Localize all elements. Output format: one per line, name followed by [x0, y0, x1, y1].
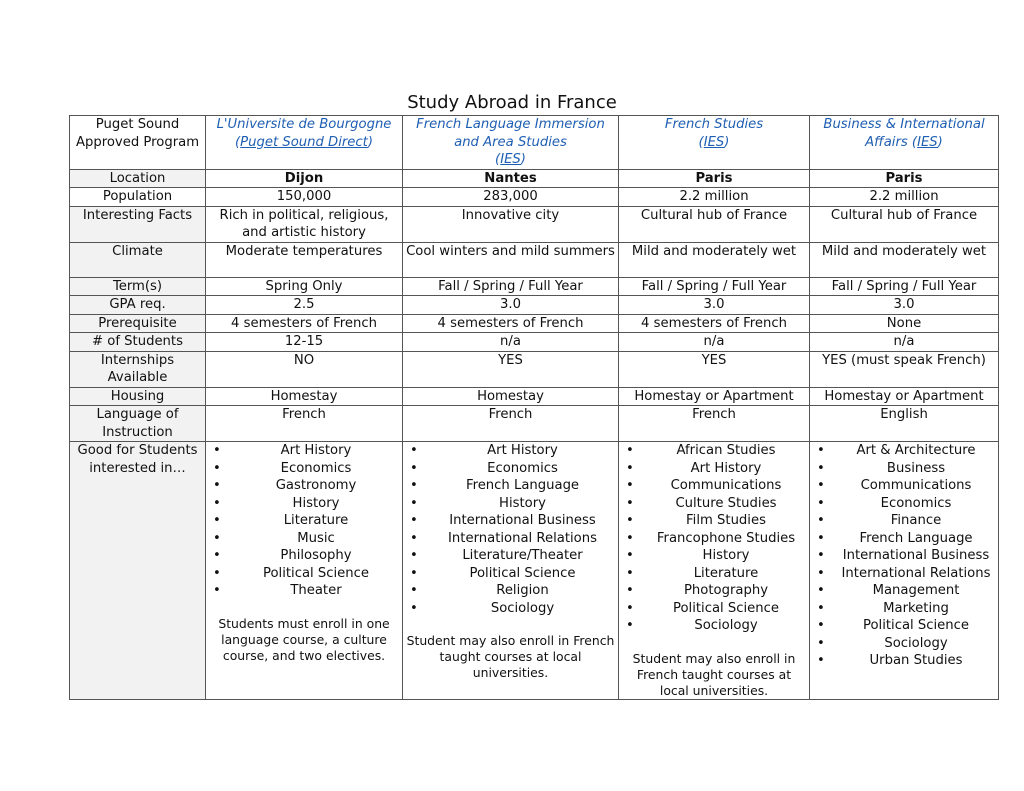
- interest-item: • International Relations: [836, 565, 996, 583]
- interest-item: • Political Science: [429, 565, 616, 583]
- page-title: Study Abroad in France: [407, 92, 617, 113]
- table-row-facts: [70, 206, 999, 242]
- interest-item: • Gastronomy: [232, 477, 400, 495]
- interest-item: • Literature: [232, 512, 400, 530]
- row-label: # of Students: [70, 333, 206, 352]
- interest-item: • Culture Studies: [645, 495, 807, 513]
- interest-item: • Economics: [232, 460, 400, 478]
- table-row-language: [70, 406, 999, 442]
- row-label: Prerequisite: [70, 314, 206, 333]
- cell: Mild and moderately wet: [810, 242, 999, 277]
- interest-list: [812, 442, 996, 670]
- interest-item: • Management: [836, 582, 996, 600]
- interest-item: • International Relations: [429, 530, 616, 548]
- cell: Cultural hub of France: [810, 206, 999, 242]
- interest-item: • Political Science: [836, 617, 996, 635]
- interest-item: • Music: [232, 530, 400, 548]
- row-label: Climate: [70, 242, 206, 277]
- row-label: Good for Students interested in…: [70, 442, 206, 700]
- row-label: Interesting Facts: [70, 206, 206, 242]
- program-header-french-studies: French Studies (IES): [619, 116, 810, 170]
- cell: French: [403, 406, 619, 442]
- cell: Homestay: [403, 387, 619, 406]
- enrollment-note: Student may also enroll in French taught courses at local universities.: [632, 650, 796, 698]
- header-label: Puget Sound Approved Program: [70, 116, 206, 170]
- program-name: French Language Immersion: [416, 117, 605, 132]
- cell: Fall / Spring / Full Year: [810, 277, 999, 296]
- cell: Homestay: [206, 387, 403, 406]
- puget-sound-direct-link[interactable]: Puget Sound Direct: [240, 134, 368, 150]
- cell: 3.0: [810, 296, 999, 315]
- interest-item: • Art History: [232, 442, 400, 460]
- interest-item: • Theater: [232, 582, 400, 600]
- interest-item: • African Studies: [645, 442, 807, 460]
- cell: Fall / Spring / Full Year: [619, 277, 810, 296]
- interest-item: • Political Science: [232, 565, 400, 583]
- interest-item: • Economics: [836, 495, 996, 513]
- interest-item: • Philosophy: [232, 547, 400, 565]
- interest-item: • Photography: [645, 582, 807, 600]
- cell: Fall / Spring / Full Year: [403, 277, 619, 296]
- interest-cell: [619, 442, 810, 700]
- cell: Paris: [810, 169, 999, 188]
- cell: Innovative city: [403, 206, 619, 242]
- row-label: GPA req.: [70, 296, 206, 315]
- cell: YES: [619, 351, 810, 387]
- table-row-terms: [70, 277, 999, 296]
- cell: French: [206, 406, 403, 442]
- ies-link[interactable]: IES: [917, 134, 938, 150]
- row-label: Internships Available: [70, 351, 206, 387]
- interest-item: • Finance: [836, 512, 996, 530]
- program-name: L'Universite de Bourgogne: [216, 117, 392, 132]
- interest-item: • Communications: [645, 477, 807, 495]
- cell: 12-15: [206, 333, 403, 352]
- interest-item: • Art History: [645, 460, 807, 478]
- interest-item: • Art History: [429, 442, 616, 460]
- cell: Moderate temperatures: [206, 242, 403, 277]
- interest-item: • Communications: [836, 477, 996, 495]
- cell: Dijon: [206, 169, 403, 188]
- interest-item: • History: [429, 495, 616, 513]
- cell: n/a: [403, 333, 619, 352]
- row-label: Language of Instruction: [70, 406, 206, 442]
- cell: NO: [206, 351, 403, 387]
- interest-item: • Political Science: [645, 600, 807, 618]
- program-header-bourgogne: L'Universite de Bourgogne (Puget Sound Direct): [206, 116, 403, 170]
- cell: 3.0: [619, 296, 810, 315]
- cell: Cool winters and mild summers: [403, 242, 619, 277]
- cell: None: [810, 314, 999, 333]
- interest-item: • French Language: [429, 477, 616, 495]
- interest-item: • Art & Architecture: [836, 442, 996, 460]
- cell: 283,000: [403, 188, 619, 207]
- cell: 4 semesters of French: [403, 314, 619, 333]
- cell: n/a: [810, 333, 999, 352]
- cell: 2.2 million: [810, 188, 999, 207]
- program-header-business: Business & International Affairs (IES): [810, 116, 999, 170]
- interest-item: • Literature/Theater: [429, 547, 616, 565]
- program-comparison-table: [69, 115, 999, 700]
- enrollment-note: Students must enroll in one language course, a culture course, and two electives.: [218, 615, 390, 663]
- cell: Nantes: [403, 169, 619, 188]
- cell: 150,000: [206, 188, 403, 207]
- interest-item: • Economics: [429, 460, 616, 478]
- cell: YES (must speak French): [810, 351, 999, 387]
- interest-cell: [403, 442, 619, 700]
- table-row-prereq: [70, 314, 999, 333]
- table-row-students: [70, 333, 999, 352]
- interest-cell: [810, 442, 999, 700]
- cell: English: [810, 406, 999, 442]
- table-row-climate: [70, 242, 999, 277]
- cell: 4 semesters of French: [619, 314, 810, 333]
- cell: 3.0: [403, 296, 619, 315]
- interest-item: • Sociology: [429, 600, 616, 618]
- row-label: Housing: [70, 387, 206, 406]
- interest-item: • History: [232, 495, 400, 513]
- program-name: Business & International: [823, 117, 985, 132]
- cell: Spring Only: [206, 277, 403, 296]
- table-row-header: [70, 116, 999, 170]
- interest-item: • International Business: [836, 547, 996, 565]
- interest-item: • Business: [836, 460, 996, 478]
- cell: French: [619, 406, 810, 442]
- row-label: Term(s): [70, 277, 206, 296]
- interest-item: • Religion: [429, 582, 616, 600]
- table-row-good-for: [70, 442, 999, 700]
- program-header-nantes: French Language Immersion and Area Studies (IES): [403, 116, 619, 170]
- interest-item: • History: [645, 547, 807, 565]
- table-row-population: [70, 188, 999, 207]
- ies-link[interactable]: IES: [703, 134, 725, 150]
- row-label: Location: [70, 169, 206, 188]
- interest-list: [621, 442, 807, 635]
- row-label: Population: [70, 188, 206, 207]
- program-name-cont: and Area Studies: [454, 134, 567, 150]
- interest-list: [405, 442, 616, 617]
- interest-item: • French Language: [836, 530, 996, 548]
- interest-item: • Marketing: [836, 600, 996, 618]
- enrollment-note: Student may also enroll in French taught courses at local universities.: [406, 633, 615, 680]
- cell: Cultural hub of France: [619, 206, 810, 242]
- table-row-housing: [70, 387, 999, 406]
- interest-item: • Film Studies: [645, 512, 807, 530]
- cell: 2.2 million: [619, 188, 810, 207]
- cell: n/a: [619, 333, 810, 352]
- interest-item: • Sociology: [836, 635, 996, 653]
- cell: Homestay or Apartment: [810, 387, 999, 406]
- cell: YES: [403, 351, 619, 387]
- table-row-gpa: [70, 296, 999, 315]
- interest-list: [208, 442, 400, 600]
- interest-item: • Literature: [645, 565, 807, 583]
- cell: Mild and moderately wet: [619, 242, 810, 277]
- program-name-cont: Affairs (: [865, 134, 918, 150]
- cell: Homestay or Apartment: [619, 387, 810, 406]
- table-row-location: [70, 169, 999, 188]
- cell: 4 semesters of French: [206, 314, 403, 333]
- cell: Paris: [619, 169, 810, 188]
- cell: 2.5: [206, 296, 403, 315]
- interest-item: • International Business: [429, 512, 616, 530]
- program-name: French Studies: [664, 117, 764, 132]
- ies-link[interactable]: IES: [500, 152, 521, 167]
- cell: Rich in political, religious, and artistic history: [206, 206, 403, 242]
- interest-cell: [206, 442, 403, 700]
- interest-item: • Francophone Studies: [645, 530, 807, 548]
- interest-item: • Sociology: [645, 617, 807, 635]
- table-row-internships: [70, 351, 999, 387]
- interest-item: • Urban Studies: [836, 652, 996, 670]
